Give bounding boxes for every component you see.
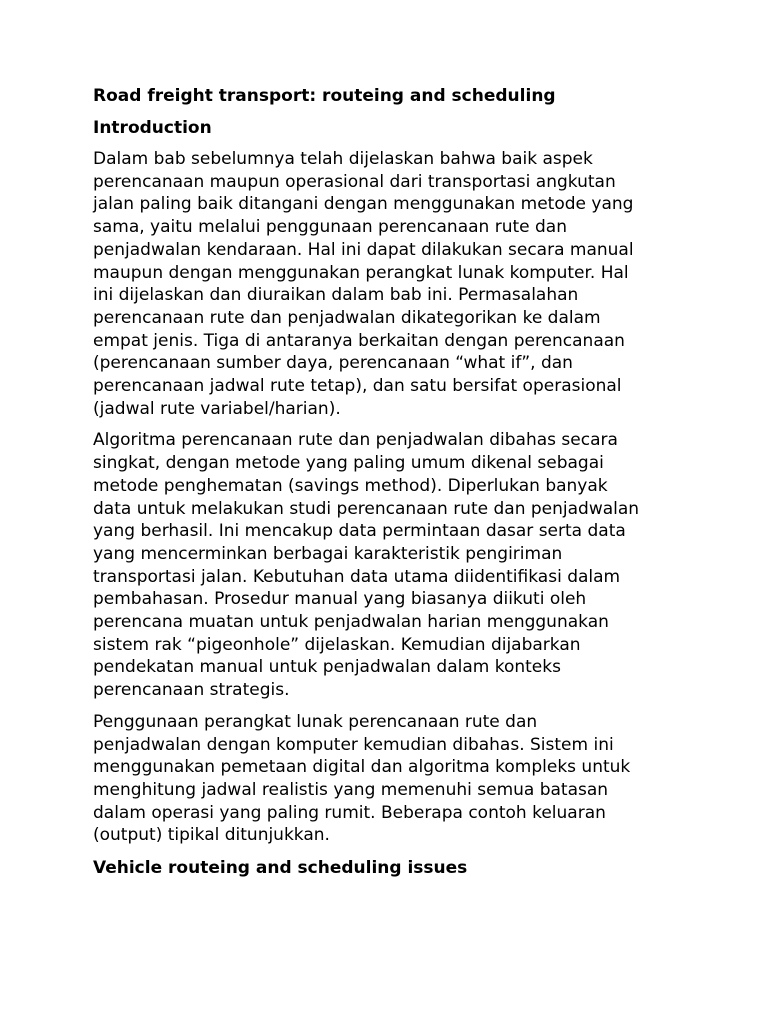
- text-line: pendekatan manual untuk penjadwalan dalam konteks: [93, 657, 561, 678]
- text-line: yang mencerminkan berbagai karakteristik pengiriman: [93, 543, 563, 564]
- section-heading-vehicle-routeing: Vehicle routeing and scheduling issues: [93, 858, 468, 879]
- text-line: dalam operasi yang paling rumit. Beberapa contoh keluaran: [93, 802, 606, 823]
- paragraph-2: [93, 429, 683, 701]
- text-line: data untuk melakukan studi perencanaan rute dan penjadwalan: [93, 498, 640, 519]
- text-line: (output) tipikal ditunjukkan.: [93, 825, 330, 846]
- text-line: maupun dengan menggunakan perangkat lunak komputer. Hal: [93, 262, 629, 283]
- document-title: Road freight transport: routeing and scheduling: [93, 86, 556, 106]
- text-line: menghitung jadwal realistis yang memenuhi semua batasan: [93, 779, 609, 800]
- text-line: penjadwalan kendaraan. Hal ini dapat dilakukan secara manual: [93, 239, 634, 260]
- text-line: perencanaan maupun operasional dari transportasi angkutan: [93, 171, 616, 192]
- text-line: singkat, dengan metode yang paling umum dikenal sebagai: [93, 453, 604, 474]
- text-line: yang berhasil. Ini mencakup data permintaan dasar serta data: [93, 521, 626, 542]
- text-line: transportasi jalan. Kebutuhan data utama diidentifikasi dalam: [93, 566, 621, 587]
- text-line: ini dijelaskan dan diuraikan dalam bab ini. Permasalahan: [93, 285, 579, 306]
- text-line: penjadwalan dengan komputer kemudian dibahas. Sistem ini: [93, 734, 614, 755]
- section-heading-introduction: Introduction: [93, 118, 212, 138]
- text-line: perencana muatan untuk penjadwalan harian menggunakan: [93, 612, 609, 633]
- text-line: Penggunaan perangkat lunak perencanaan rute dan: [93, 711, 538, 732]
- text-line: empat jenis. Tiga di antaranya berkaitan dengan perencanaan: [93, 330, 625, 351]
- text-line: sama, yaitu melalui penggunaan perencanaan rute dan: [93, 217, 567, 238]
- text-line: pembahasan. Prosedur manual yang biasanya diikuti oleh: [93, 589, 587, 610]
- text-line: Dalam bab sebelumnya telah dijelaskan bahwa baik aspek: [93, 149, 593, 169]
- text-line: (jadwal rute variabel/harian).: [93, 398, 341, 419]
- text-line: Algoritma perencanaan rute dan penjadwalan dibahas secara: [93, 430, 618, 451]
- text-line: sistem rak “pigeonhole” dijelaskan. Kemudian dijabarkan: [93, 634, 581, 655]
- text-line: metode penghematan (savings method). Diperlukan banyak: [93, 475, 608, 496]
- text-line: menggunakan pemetaan digital dan algoritma kompleks untuk: [93, 757, 631, 778]
- text-line: jalan paling baik ditangani dengan menggunakan metode yang: [93, 194, 634, 215]
- paragraph-3: [93, 711, 683, 847]
- paragraph-1: [93, 148, 683, 420]
- text-line: (perencanaan sumber daya, perencanaan “what if”, dan: [93, 353, 573, 374]
- text-line: perencanaan rute dan penjadwalan dikategorikan ke dalam: [93, 307, 601, 328]
- text-line: perencanaan jadwal rute tetap), dan satu bersifat operasional: [93, 376, 622, 397]
- text-line: perencanaan strategis.: [93, 680, 290, 701]
- document-page: [93, 84, 683, 888]
